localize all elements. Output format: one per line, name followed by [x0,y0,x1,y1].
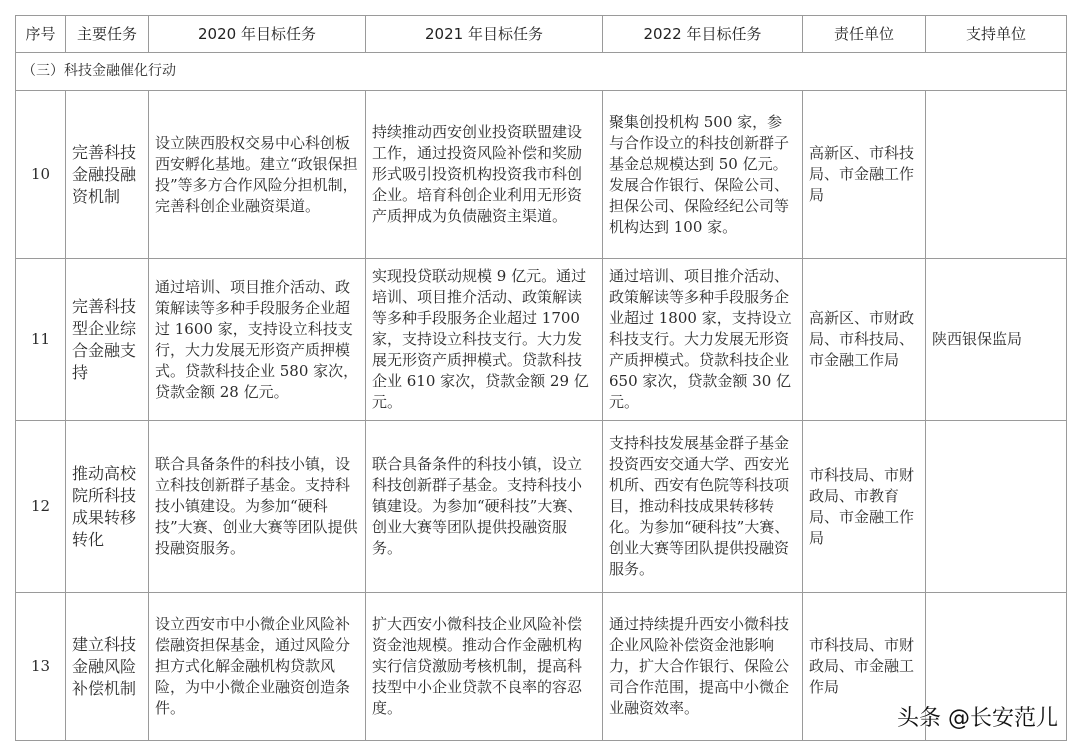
header-2020: 2020 年目标任务 [149,16,366,53]
table-row [16,259,1067,421]
watermark: 头条 @长安范儿 [897,706,1058,731]
header-2021: 2021 年目标任务 [366,16,603,53]
main-task: 完善科技型企业综合金融支持 [66,259,149,421]
header-support: 支持单位 [926,16,1067,53]
main-task: 建立科技金融风险补偿机制 [66,593,149,741]
header-responsible: 责任单位 [803,16,926,53]
target-2021: 联合具备条件的科技小镇，设立科技创新群子基金。支持科技小镇建设。为参加“硬科技”大赛、创业大赛等团队提供投融资服务。 [366,421,603,593]
header-no: 序号 [16,16,66,53]
main-task: 推动高校院所科技成果转移转化 [66,421,149,593]
target-2021: 持续推动西安创业投资联盟建设工作，通过投资风险补偿和奖励形式吸引投资机构投资我市科创企业。培育科创企业利用无形资产质押成为负债融资主渠道。 [366,91,603,259]
responsible-units: 高新区、市科技局、市金融工作局 [803,91,926,259]
row-number: 13 [16,593,66,741]
main-task: 完善科技金融投融资机制 [66,91,149,259]
section-row [16,53,1067,91]
row-number: 10 [16,91,66,259]
support-units [926,421,1067,593]
responsible-units: 高新区、市财政局、市科技局、市金融工作局 [803,259,926,421]
responsible-units: 市科技局、市财政局、市教育局、市金融工作局 [803,421,926,593]
target-2022: 通过培训、项目推介活动、政策解读等多种手段服务企业超过 1800 家，支持设立科技支行。大力发展无形资产质押模式。贷款科技企业 650 家次，贷款金额 30 亿元。 [603,259,803,421]
target-2022: 通过持续提升西安小微科技企业风险补偿资金池影响力，扩大合作银行、保险公司合作范围，提高中小微企业融资效率。 [603,593,803,741]
task-table [15,15,1067,741]
header-row [16,16,1067,53]
target-2020: 通过培训、项目推介活动、政策解读等多种手段服务企业超过 1600 家，支持设立科技支行，大力发展无形资产质押模式。贷款科技企业 580 家次，贷款金额 28 亿元。 [149,259,366,421]
target-2021: 扩大西安小微科技企业风险补偿资金池规模。推动合作金融机构实行信贷激励考核机制，提高科技型中小企业贷款不良率的容忍度。 [366,593,603,741]
target-2020: 联合具备条件的科技小镇，设立科技创新群子基金。支持科技小镇建设。为参加“硬科技”大赛、创业大赛等团队提供投融资服务。 [149,421,366,593]
support-units: 陕西银保监局 [926,259,1067,421]
target-2022: 聚集创投机构 500 家，参与合作设立的科技创新群子基金总规模达到 50 亿元。发展合作银行、保险公司、担保公司、保险经纪公司等机构达到 100 家。 [603,91,803,259]
header-task: 主要任务 [66,16,149,53]
target-2020: 设立西安市中小微企业风险补偿融资担保基金，通过风险分担方式化解金融机构贷款风险，为中小微企业融资创造条件。 [149,593,366,741]
target-2020: 设立陕西股权交易中心科创板西安孵化基地。建立“政银保担投”等多方合作风险分担机制，完善科创企业融资渠道。 [149,91,366,259]
target-2021: 实现投贷联动规模 9 亿元。通过培训、项目推介活动、政策解读等多种手段服务企业超过 1700 家，支持设立科技支行。大力发展无形资产质押模式。贷款科技企业 610 家次，贷款金额 29 亿元。 [366,259,603,421]
header-2022: 2022 年目标任务 [603,16,803,53]
row-number: 12 [16,421,66,593]
table-row [16,91,1067,259]
responsible-units: 市科技局、市财政局、市金融工作局 [803,593,926,741]
table-row [16,421,1067,593]
support-units [926,91,1067,259]
row-number: 11 [16,259,66,421]
section-title: （三）科技金融催化行动 [16,53,1067,91]
target-2022: 支持科技发展基金群子基金投资西安交通大学、西安光机所、西安有色院等科技项目，推动科技成果转移转化。为参加“硬科技”大赛、创业大赛等团队提供投融资服务。 [603,421,803,593]
